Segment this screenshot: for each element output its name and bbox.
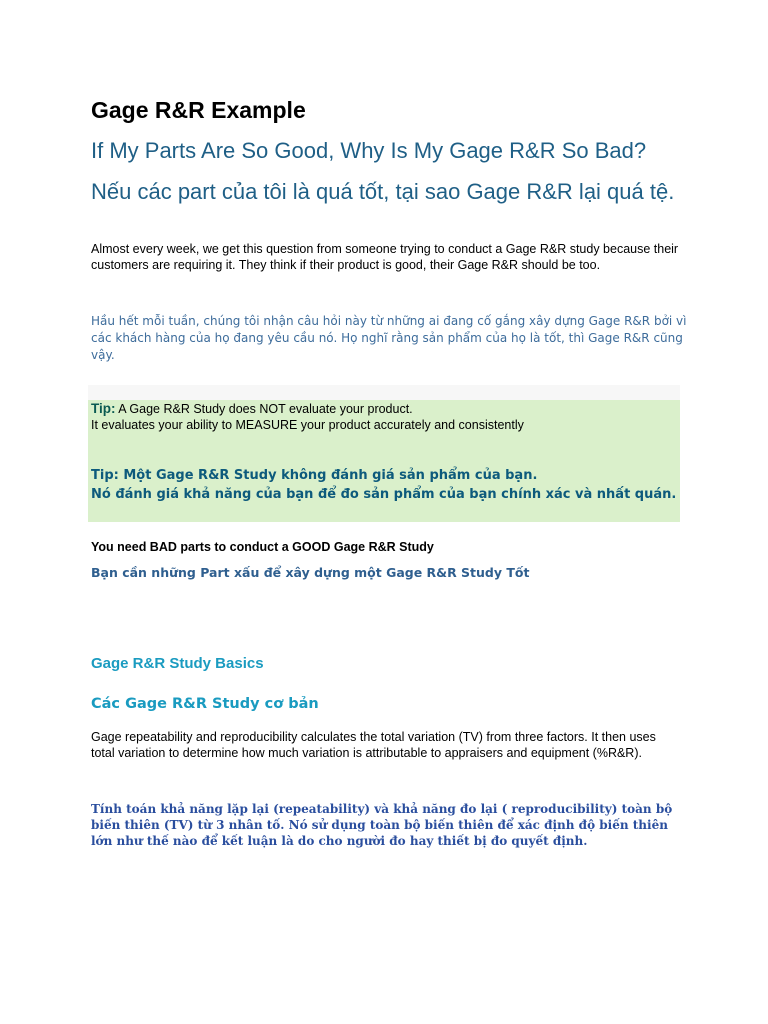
basics-paragraph-english: Gage repeatability and reproducibility calculates the total variation (TV) from three factors. It then uses total variation to determine how much variation is attributable to appraisers and equipment (%R&R). <box>91 730 656 760</box>
tip-line-1 <box>91 401 413 416</box>
subtitle-english: If My Parts Are So Good, Why Is My Gage R&R So Bad? <box>91 138 647 163</box>
bad-parts-heading-vietnamese: Bạn cần những Part xấu để xây dựng một Gage R&R Study Tốt <box>91 565 530 580</box>
basics-heading-english: Gage R&R Study Basics <box>91 655 264 672</box>
basics-paragraph-vietnamese: Tính toán khả năng lặp lại (repeatability) và khả năng đo lại ( reproducibility) toàn bộ biến thiên (TV) từ 3 nhân tố. Nó sử dụng toàn bộ biến thiên để xác định độ biến thiên lớn như thế nào để kết luận là do cho người đo hay thiết bị đo quyết định. <box>91 802 673 848</box>
tip-box-top-band <box>88 385 680 400</box>
tip-vietnamese-line-1: Tip: Một Gage R&R Study không đánh giá sản phẩm của bạn. <box>91 468 538 483</box>
bad-parts-heading-english: You need BAD parts to conduct a GOOD Gage R&R Study <box>91 540 434 554</box>
intro-paragraph-english: Almost every week, we get this question from someone trying to conduct a Gage R&R study because their customers are requiring it. They think if their product is good, their Gage R&R should be too. <box>91 242 679 272</box>
basics-heading-vietnamese: Các Gage R&R Study cơ bản <box>91 696 319 712</box>
tip-vietnamese-line-2: Nó đánh giá khả năng của bạn để đo sản phẩm của bạn chính xác và nhất quán. <box>91 487 677 502</box>
tip-text-1: A Gage R&R Study does NOT evaluate your product. <box>115 402 413 416</box>
tip-label: Tip: <box>91 401 116 416</box>
subtitle-vietnamese: Nếu các part của tôi là quá tốt, tại sao Gage R&R lại quá tệ. <box>91 179 675 204</box>
tip-line-2: It evaluates your ability to MEASURE your product accurately and consistently <box>91 418 524 432</box>
page-title: Gage R&R Example <box>91 97 306 123</box>
intro-paragraph-vietnamese: Hầu hết mỗi tuần, chúng tôi nhận câu hỏi này từ những ai đang cố gắng xây dựng Gage R&R bởi vì các khách hàng của họ đang yêu cầu nó. Họ nghĩ rằng sản phẩm của họ là tốt, thì Gage R&R cũng vậy. <box>91 314 687 362</box>
tip-box <box>88 385 680 522</box>
